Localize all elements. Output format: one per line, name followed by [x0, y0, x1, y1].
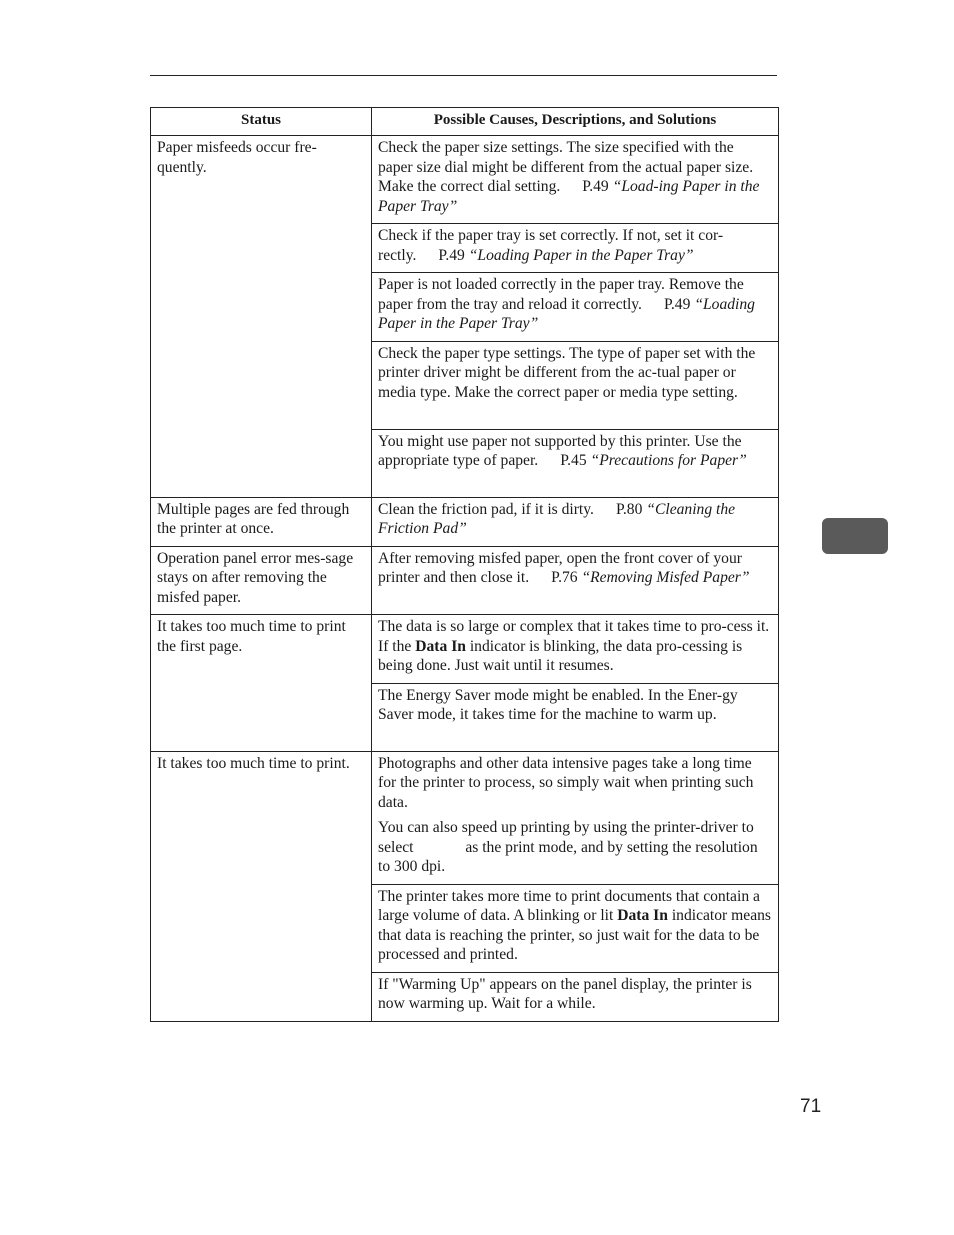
reference-title: “Load-ing Paper in the Paper Tray”: [378, 178, 760, 215]
header-rule: [150, 75, 777, 76]
chapter-tab: [822, 518, 888, 554]
reference-title: “Removing Misfed Paper”: [581, 569, 750, 586]
table-header-row: [151, 108, 779, 136]
table-row: [151, 615, 779, 684]
page-number: 71: [800, 1096, 822, 1117]
data-in-indicator-label: Data In: [617, 907, 668, 924]
solution-cell: The printer takes more time to print documents that contain a large volume of data. A blinking or lit Data In indicator means that data is reaching the printer, so just wait for the data to be processed and printed.: [372, 884, 779, 972]
solution-cell: If "Warming Up" appears on the panel display, the printer is now warming up. Wait for a while.: [372, 972, 779, 1021]
solution-cell: The data is so large or complex that it takes time to pro-cess it. If the Data In indicator is blinking, the data pro-cessing is being done. Just wait until it resumes.: [372, 615, 779, 684]
status-cell: Multiple pages are fed through the printer at once.: [151, 497, 372, 546]
solution-cell: Clean the friction pad, if it is dirty. P.80 “Cleaning the Friction Pad”: [372, 497, 779, 546]
page-reference[interactable]: P.49: [663, 295, 691, 313]
reference-title: “Cleaning the Friction Pad”: [378, 500, 736, 537]
solution-cell: Photographs and other data intensive pages take a long time for the printer to process, so simply wait when printing such data. You can also speed up printing by using the printer-driver to select as the print mode, and by setting the resolution to 300 dpi.: [372, 751, 779, 884]
status-cell: Paper misfeeds occur fre-quently.: [151, 136, 372, 498]
table-row: [151, 546, 779, 615]
page-reference[interactable]: P.80: [615, 500, 643, 518]
solution-cell: The Energy Saver mode might be enabled. In the Ener-gy Saver mode, it takes time for the machine to warm up.: [372, 683, 779, 751]
page-reference[interactable]: P.45: [560, 452, 587, 469]
troubleshooting-table: [150, 107, 779, 1022]
table-row: [151, 136, 779, 224]
solution-cell: After removing misfed paper, open the front cover of your printer and then close it. P.76 “Removing Misfed Paper”: [372, 546, 779, 615]
page-reference[interactable]: P.49: [582, 178, 609, 195]
reference-title: “Loading Paper in the Paper Tray”: [468, 246, 694, 264]
solution-cell: Check the paper type settings. The type of paper set with the printer driver might be different from the ac-tual paper or media type. Make the correct paper or media type setting.: [372, 341, 779, 429]
reference-title: “Precautions for Paper”: [590, 452, 747, 469]
solution-cell: You might use paper not supported by this printer. Use the appropriate type of paper. P.45 “Precautions for Paper”: [372, 429, 779, 497]
status-column-header: Status: [151, 108, 372, 136]
page-reference[interactable]: P.49: [438, 246, 465, 264]
solution-cell: Check the paper size settings. The size specified with the paper size dial might be different from the actual paper size. Make the correct dial setting. P.49 “Load-ing Paper in the Paper Tray”: [372, 136, 779, 224]
status-cell: It takes too much time to print the first page.: [151, 615, 372, 752]
table-row: [151, 751, 779, 884]
solutions-column-header: Possible Causes, Descriptions, and Solutions: [372, 108, 779, 136]
status-cell: It takes too much time to print.: [151, 751, 372, 1021]
page-reference[interactable]: P.76: [551, 569, 578, 586]
data-in-indicator-label: Data In: [415, 637, 466, 655]
reference-title: “Loading Paper in the Paper Tray”: [378, 295, 755, 332]
status-cell: Operation panel error mes-sage stays on after removing the misfed paper.: [151, 546, 372, 615]
table-row: [151, 497, 779, 546]
solution-cell: Check if the paper tray is set correctly. If not, set it cor-rectly. P.49 “Loading Paper in the Paper Tray”: [372, 224, 779, 273]
solution-cell: Paper is not loaded correctly in the paper tray. Remove the paper from the tray and reload it correctly. P.49 “Loading Paper in the Paper Tray”: [372, 273, 779, 342]
